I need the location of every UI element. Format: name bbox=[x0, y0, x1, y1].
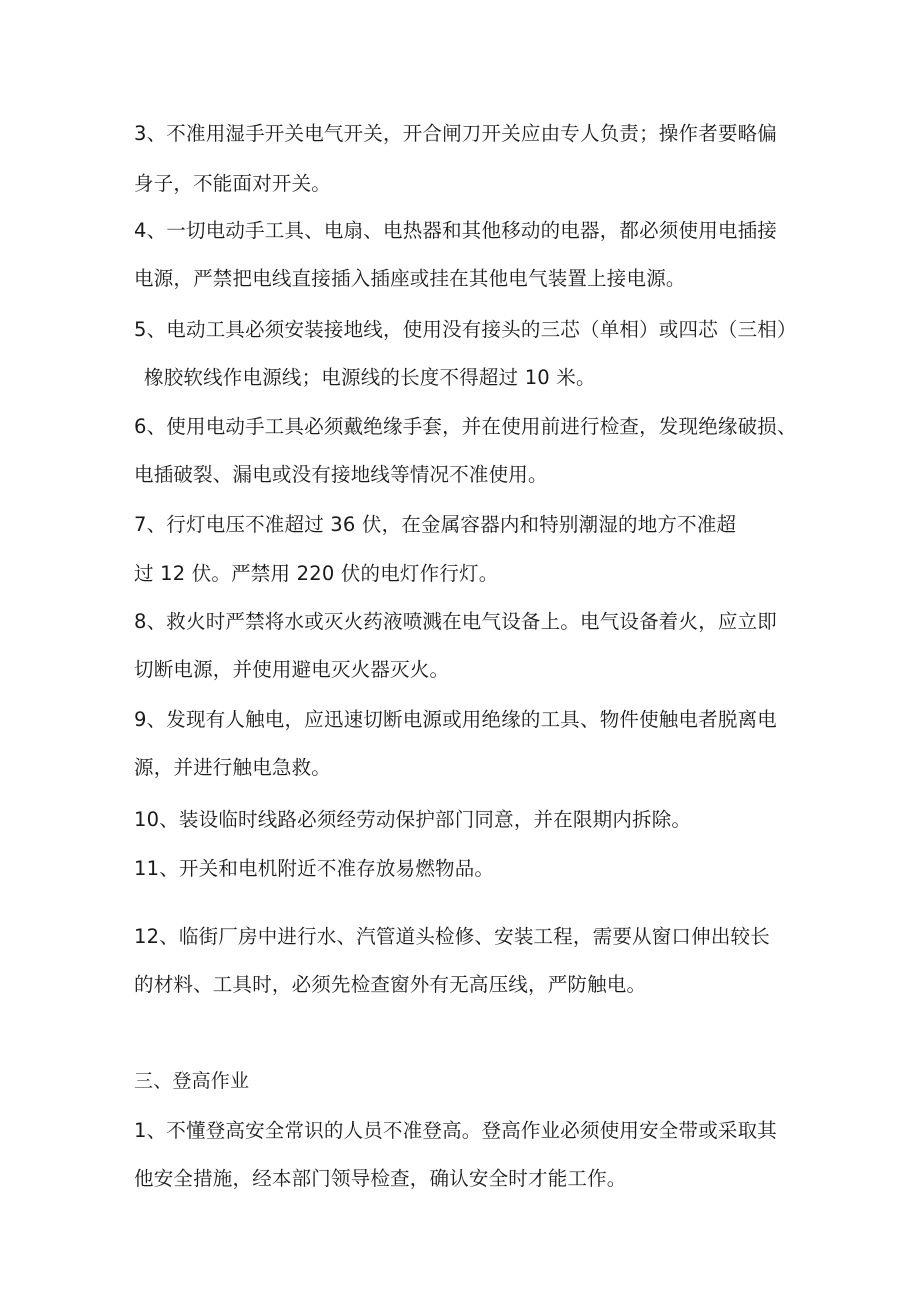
text-line: 4、一切电动手工具、电扇、电热器和其他移动的电器，都必须使用电插接 bbox=[134, 219, 778, 242]
text-line: 10、装设临时线路必须经劳动保护部门同意，并在限期内拆除。 bbox=[134, 808, 692, 831]
text-line: 1、不懂登高安全常识的人员不准登高。登高作业必须使用安全带或采取其 bbox=[134, 1119, 778, 1142]
text-line: 他安全措施，经本部门领导检查，确认安全时才能工作。 bbox=[134, 1167, 627, 1190]
text-line: 6、使用电动手工具必须戴绝缘手套，并在使用前进行检查，发现绝缘破损、 bbox=[134, 415, 797, 438]
text-line: 切断电源，并使用避电灭火器灭火。 bbox=[134, 658, 450, 681]
text-line: 3、不准用湿手开关电气开关，开合闸刀开关应由专人负责；操作者要略偏 bbox=[134, 122, 778, 145]
text-line: 9、发现有人触电，应迅速切断电源或用绝缘的工具、物件使触电者脱离电 bbox=[134, 708, 778, 731]
text-line: 过 12 伏。严禁用 220 伏的电灯作行灯。 bbox=[134, 562, 499, 585]
text-line: 11、开关和电机附近不准存放易燃物品。 bbox=[134, 857, 495, 880]
text-line: 身子，不能面对开关。 bbox=[134, 172, 332, 195]
text-line: 电源，严禁把电线直接插入插座或挂在其他电气装置上接电源。 bbox=[134, 267, 686, 290]
text-line: 的材料、工具时，必须先检查窗外有无高压线，严防触电。 bbox=[134, 973, 647, 996]
text-line: 12、临街厂房中进行水、汽管道头检修、安装工程，需要从窗口伸出较长 bbox=[134, 925, 770, 948]
text-line: 8、救火时严禁将水或灭火药液喷溅在电气设备上。电气设备着火，应立即 bbox=[134, 610, 778, 633]
section-heading: 三、登高作业 bbox=[134, 1070, 250, 1092]
text-line: 源，并进行触电急救。 bbox=[134, 756, 332, 779]
text-line: 电插破裂、漏电或没有接地线等情况不准使用。 bbox=[134, 463, 548, 486]
text-line: 7、行灯电压不准超过 36 伏，在金属容器内和特别潮湿的地方不准超 bbox=[134, 513, 737, 536]
text-line: 橡胶软线作电源线；电源线的长度不得超过 10 米。 bbox=[144, 366, 596, 389]
text-line: 5、电动工具必须安装接地线，使用没有接头的三芯（单相）或四芯（三相） bbox=[134, 318, 797, 341]
